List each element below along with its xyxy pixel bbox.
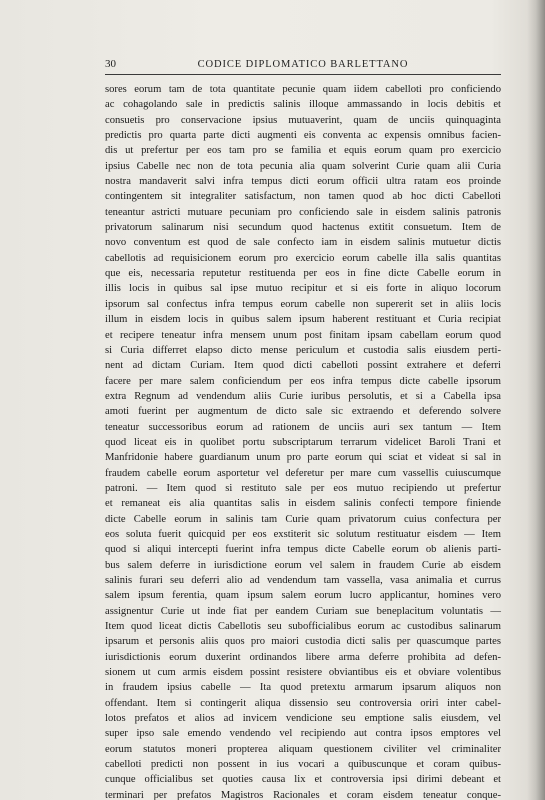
text-line: privatorum salinarum nisi secundum quod hactenus extitit consuetum. Item de: [105, 222, 501, 234]
text-line: lotos prefatos et alios ad invicem vendicione seu emptione salis eiusdem, vel: [105, 713, 501, 725]
page-edge-shadow: [527, 0, 545, 800]
text-line: nent ad dictam Curiam. Item quod dicti cabelloti possint extrahere et deferri: [105, 360, 501, 372]
page-header: [105, 55, 501, 75]
text-line: in fraudem ipsius cabelle — Ita quod pretextu armarum ipsarum aliquos non: [105, 682, 501, 694]
text-line: offendant. Item si contingerit aliqua dissensio seu controversia oriri inter cabel-: [105, 697, 501, 709]
text-line: cabelloti predicti non possent in ius vocari a quibuscunque et coram quibus-: [105, 759, 501, 771]
text-line: salinis furari seu deferri alio ad vendendum tam vassella, vasa animalia et currus: [105, 575, 501, 586]
text-line: teneantur astricti mutuare pecuniam pro conficiendo sale in eisdem salinis patronis: [105, 206, 501, 218]
text-line: fraudem cabelle eorum asportetur vel deferetur per mare cum vassellis cuiuscumque: [105, 467, 501, 479]
text-line: teneatur successoribus eorum ad rationem de unciis auri sex tantum — Item: [105, 421, 501, 433]
text-line: iurisdictionis eorum duxerint ordinandos libere arma deferre prohibita ad defen-: [105, 651, 501, 663]
text-line: illum in eisdem locis in quibus salem ipsum haberent restituant et Curia recipiat: [105, 314, 501, 326]
text-line: patroni. — Item quod si restituto sale per eos mutuo recipiendo ut prefertur: [105, 482, 501, 494]
text-line: extra Regnum ad vendendum aliis Curie iuribus persolutis, et si a Cabella ipsa: [105, 390, 501, 402]
text-line: consuetis pro conservacione ipsius mutuaverint, quam de unciis quinquaginta: [105, 114, 501, 126]
text-line: si Curia differret elapso dicto mense periculum et custodia salis eiusdem perti-: [105, 344, 501, 356]
text-line: dis ut prefertur per eos tam pro se familia et equis eorum quam pro exercicio: [105, 145, 501, 157]
text-line: que eis, necessaria reputetur restituenda per eos in fine dicte Cabelle eorum in: [105, 268, 501, 280]
body-text: [105, 82, 501, 800]
text-line: quod si aliqui intercepti fuerint infra tempus dicte Cabelle eorum ob alienis parti-: [105, 544, 501, 556]
text-line: ipsius Cabelle nec non de tota pecunia alia quam solverint Curie quam alii Curia: [105, 160, 501, 172]
running-title: CODICE DIPLOMATICO BARLETTANO: [197, 59, 409, 70]
text-line: cabellotis ad requisicionem eorum pro exercicio eorum cabelle illa salis quantitas: [105, 252, 501, 264]
text-line: super ipso sale emendo vendendo vel recipiendo aut contra ipsos emptores vel: [105, 728, 501, 740]
text-line: eos soluta fuerit quicquid per eos exstiterit sic solutum restituatur eisdem — Item: [105, 528, 501, 540]
text-line: Manfridonie habere guardianum unum pro parte eorum qui sciat et videat si sal in: [105, 452, 501, 464]
text-line: illis locis in quibus sal ipse mutuo recipitur et si eis forte in aliquo locorum: [105, 283, 501, 295]
text-line: quod liceat eis in quolibet portu subscriptarum terrarum videlicet Baroli Trani et: [105, 436, 501, 448]
text-line: eorum statutos moneri propterea aliquam questionem civiliter vel criminaliter: [105, 743, 501, 755]
text-line: novo conventum est quod de sale confecto iam in eisdem salinis mutuetur dictis: [105, 237, 501, 249]
text-line: salem ipsum ferentia, quam ipsum salem eorum lucro applicantur, homines vero: [105, 590, 501, 602]
text-line: nostra mandaverit salvi infra tempus dicti eorum officii ultra ratam eos proinde: [105, 176, 501, 188]
text-line: bus salem deferre in iurisdictione eorum vel salem in fraudem Curie ab eisdem: [105, 559, 501, 571]
text-line: sores eorum tam de tota quantitate pecunie quam iidem cabelloti pro conficiendo: [105, 84, 501, 95]
text-line: dicte Cabelle eorum in salinis tam Curie quam privatorum cuius confectura per: [105, 513, 501, 525]
text-line: assignentur Curie ut inde fiat per eandem Curiam sue beneplacitum voluntatis —: [105, 605, 501, 617]
page-number: 30: [105, 58, 116, 70]
text-line: facere per mare salem conficiendum per eos infra tempus dicte cabelle ipsorum: [105, 375, 501, 387]
text-line: ac cohagolando sale in predictis salinis illoque ammassando in locis debitis et: [105, 99, 501, 111]
text-line: Item quod liceat dictis Cabellotis seu subofficialibus eorum ac custodibus salinarum: [105, 621, 501, 633]
text-line: ipsarum et personis aliis quos pro maiori custodia dicti salis per quascumque partes: [105, 636, 501, 648]
text-line: ipsorum sal confectus infra tempus eorum cabelle non supererit set in aliis locis: [105, 298, 501, 310]
text-line: sionem ut cum armis eisdem possint resistere obviantibus eis et obviare volentibus: [105, 667, 501, 679]
text-line: amoti fuerint per augmentum de dicto sale sic extraendo et deferendo solvere: [105, 406, 501, 418]
text-line: et recipere teneatur infra mensem unum post finitam ipsam cabellam eorum quod: [105, 329, 501, 341]
text-line: predictis pro quarta parte dicti augmenti eis conventa ac expensis omnibus facien-: [105, 130, 501, 142]
text-line: terminari per prefatos Magistros Racionales et coram eisdem teneatur conque-: [105, 789, 501, 800]
header-rule: [105, 74, 501, 75]
text-line: cunque officialibus set quoties causa lix et controversia ipsi dirimi debeant et: [105, 774, 501, 786]
text-line: contingentem sit integraliter satisfactum, non tamen quod ab hoc dicti Cabelloti: [105, 191, 501, 203]
text-line: et remaneat eis alia quantitas salis in eisdem salinis confecti tempore finiende: [105, 498, 501, 510]
